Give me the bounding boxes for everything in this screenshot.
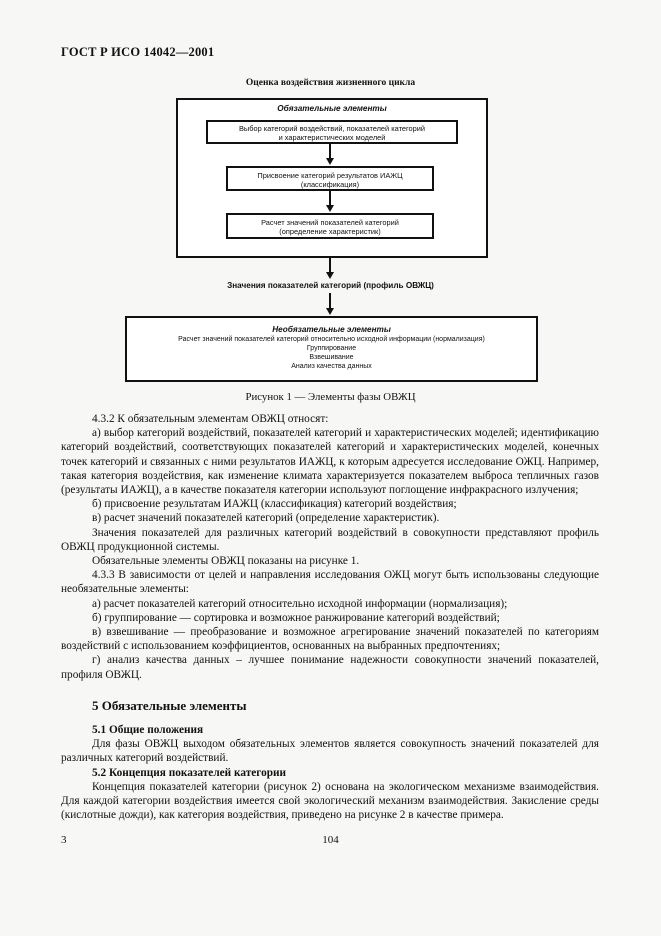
optional-item-weighting: Взвешивание — [309, 354, 354, 361]
optional-item-grouping: Группирование — [306, 345, 357, 352]
subsection-heading-5-2: 5.2 Концепция показателей категории — [92, 766, 287, 779]
figure-caption: Рисунок 1 — Элементы фазы ОВЖЦ — [245, 391, 416, 403]
arrow-1-line — [329, 144, 331, 159]
body-text — [61, 412, 599, 822]
result-label: Значения показателей категорий (профиль ОВЖЦ) — [227, 281, 434, 290]
step-selection-line1: Выбор категорий воздействий, показателей категорий — [239, 124, 425, 133]
optional-elements-box — [125, 316, 538, 382]
subsection-heading-5-1: 5.1 Общие положения — [92, 724, 204, 737]
paragraph-4-3-3: 4.3.3 В зависимости от целей и направления исследования ОЖЦ могут быть использованы следующие необязательные элементы: — [61, 569, 599, 596]
paragraph-figure-ref: Обязательные элементы ОВЖЦ показаны на рисунке 1. — [92, 555, 360, 568]
arrow-4-head — [326, 308, 334, 315]
arrow-2-line — [329, 191, 331, 206]
document-header: ГОСТ Р ИСО 14042—2001 — [61, 45, 215, 59]
arrow-3-head — [326, 272, 334, 279]
step-selection-box — [206, 120, 458, 144]
section-heading: 5 Обязательные элементы — [92, 697, 247, 713]
arrow-2-head — [326, 205, 334, 212]
page-number-left: 3 — [61, 834, 67, 846]
step-classification-line1: Присвоение категорий результатов ИАЖЦ — [257, 171, 403, 180]
step-characterization-line1: Расчет значений показателей категорий — [261, 218, 399, 227]
figure-title: Оценка воздействия жизненного цикла — [245, 78, 416, 88]
paragraph-5-2: Концепция показателей категории (рисунок 2) основана на экологическом механизме взаимодействия. Для каждой категории воздействия имеется свой экологический механизм взаимодействия. Закисление среды (кислотные дожди), как категория воздействия, приведено на рисунке 2 в качестве примера. — [61, 780, 599, 822]
paragraph-5-1: Для фазы ОВЖЦ выходом обязательных элементов является совокупность значений показателей для различных категорий воздействий. — [61, 738, 599, 765]
arrow-3-line — [329, 258, 331, 273]
list-item-v: в) расчет значений показателей категорий (определение характеристик). — [92, 512, 440, 525]
optional-list-item-g: г) анализ качества данных – лучшее понимание надежности совокупности значений показателей, профиля ОВЖЦ. — [61, 654, 599, 681]
optional-list-item-v: в) взвешивание — преобразование и возможное агрегирование значений показателей по категориям воздействий с использованием коэффициентов, основанных на выбранных предпочтениях; — [61, 626, 599, 653]
list-item-a: а) выбор категорий воздействий, показателей категорий и характеристических моделей; идентификацию категорий воздействий, соответствующих показателей категорий и характеристических моделей, конечных точек категорий и связанных с ними результатов ИАЖЦ, к которым адресуется исследование ОЖЦ. Например, такая категория воздействия, как изменение климата характеризуется показателем выброса тепличных газов (результаты ИАЖЦ), а в качестве показателя категории используют поглощение инфракрасного излучения; — [61, 427, 599, 497]
step-characterization-line2: (определение характеристик) — [279, 227, 381, 236]
optional-list-item-a: а) расчет показателей категорий относительно исходной информации (нормализация); — [92, 597, 508, 610]
step-classification-line2: (классификация) — [300, 180, 360, 189]
step-selection-line2: и характеристических моделей — [278, 133, 386, 142]
step-characterization-box — [226, 213, 434, 239]
step-classification-box — [226, 166, 434, 191]
list-item-b: б) присвоение результатам ИАЖЦ (классификация) категорий воздействия; — [92, 498, 457, 511]
arrow-4-line — [329, 293, 331, 309]
paragraph-4-3-2: 4.3.2 К обязательным элементам ОВЖЦ относят: — [92, 413, 329, 425]
optional-list-item-b: б) группирование — сортировка и возможное ранжирование категорий воздействий; — [92, 611, 500, 624]
page-number-center: 104 — [322, 834, 339, 846]
mandatory-elements-title: Обязательные элементы — [277, 104, 387, 113]
optional-item-normalization: Расчет значений показателей категорий относительно исходной информации (нормализация) — [178, 336, 485, 343]
paragraph-profile: Значения показателей для различных категорий воздействий в совокупности представляют профиль ОВЖЦ продукционной системы. — [61, 526, 599, 553]
optional-item-data-quality: Анализ качества данных — [291, 363, 372, 370]
arrow-1-head — [326, 158, 334, 165]
optional-elements-title: Необязательные элементы — [272, 325, 391, 334]
